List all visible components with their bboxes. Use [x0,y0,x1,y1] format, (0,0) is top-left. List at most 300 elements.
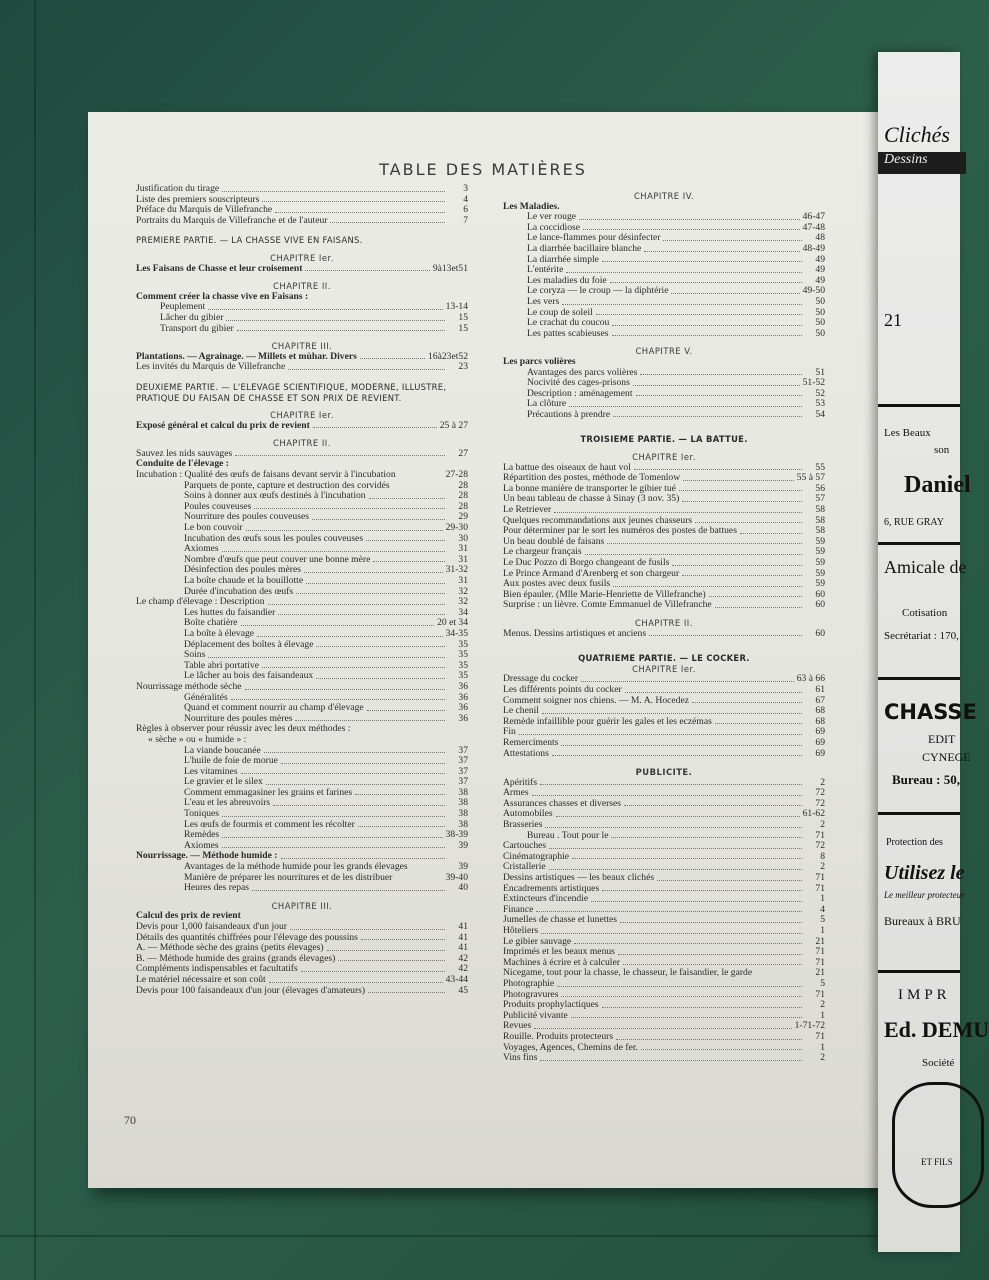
toc-entry-title: Cinématographie [503,850,570,862]
toc-entry-page: 25 à 27 [439,419,468,431]
chapter-heading: CHAPITRE Ier. [270,410,334,421]
toc-entry-page: 59 [815,557,825,568]
toc-entry-title: La boîte à élevage [184,627,255,639]
toc-entry-page: 47-48 [802,221,825,233]
toc-entry-page: 27 [458,447,468,459]
toc-entry-page: 36 [458,680,468,692]
toc-subheading: Les Maladies. [503,200,560,212]
dot-leader [327,950,445,951]
chapter-heading: CHAPITRE II. [273,438,331,449]
toc-entry [503,831,825,842]
toc-entry-title: La boîte chaude et la bouillotte [184,575,304,586]
toc-entry-page: 61-62 [802,808,825,820]
toc-entry-page: 2 [820,1052,825,1064]
toc-entry-page: 41 [458,942,468,954]
toc-entry-title: Rouille. Produits protecteurs [503,1030,614,1042]
dot-leader [330,222,445,223]
toc-entry [136,264,468,275]
toc-entry-page: 60 [815,588,825,600]
toc-entry-page: 71 [815,872,825,884]
toc-entry-title: Jumelles de chasse et lunettes [503,914,618,926]
toc-entry [503,738,825,749]
toc-entry-page: 58 [815,504,825,516]
toc-entry [136,216,468,227]
dot-leader [368,992,445,993]
toc-entry-title: Compléments indispensables et facultatifs [136,963,298,975]
toc-entry-title: Dressage du cocker [503,673,579,685]
toc-entry-page: 38 [458,808,468,820]
np-line: Société [922,1057,955,1069]
toc-entry-title: Les vers [527,295,560,307]
np-line: Bureau : 50, [892,772,961,787]
toc-entry-page: 1 [820,925,825,936]
toc-entry [136,682,468,693]
dot-leader [367,710,445,711]
dot-leader [625,692,802,693]
chapter-heading: CHAPITRE II. [635,617,693,628]
toc-entry-title: Dessins artistiques — les beaux clichés [503,872,655,884]
dot-leader [266,784,445,785]
dot-leader [591,901,802,902]
toc-entry-title: La battue des oiseaux de haut vol [503,461,631,473]
dot-leader [268,604,445,605]
toc-entry [503,696,825,707]
toc-entry-title: Portraits du Marquis de Villefranche et de l'auteur [136,214,328,226]
toc-entry-page: 15 [458,311,468,323]
toc-entry-page: 3 [463,183,468,194]
dot-leader [616,1039,802,1040]
toc-entry-page: 38 [458,797,468,809]
toc-entry [136,576,468,587]
toc-entry-title: A. — Méthode sèche des grains (petits élevages) [136,942,324,954]
toc-entry [503,494,825,505]
dot-leader [338,960,445,961]
np-line: Daniel [904,472,971,498]
toc-entry-title: Hôteliers [503,925,539,936]
dot-leader [574,943,802,944]
toc-entry-page: 1 [820,1009,825,1021]
toc-entry-page: 49-50 [802,285,825,297]
toc-entry-title: Le coryza — le croup — la diphtérie [527,285,669,297]
toc-entry-title: Description : aménagement [527,387,633,399]
dot-leader [556,816,800,817]
toc-entry-page: 71 [815,988,825,1000]
toc-entry [503,629,825,640]
toc-entry-page: 21 [815,935,825,947]
dot-leader [278,614,445,615]
toc-entry-title: Préface du Marquis de Villefranche [136,204,273,216]
chapter-heading: CHAPITRE V. [635,346,693,357]
toc-entry-page: 37 [458,776,468,788]
toc-entry-page: 39 [458,861,468,873]
chapter-heading: CHAPITRE Ier. [632,452,696,463]
toc-entry [503,558,825,569]
toc-entry-title: Nourrissage. — Méthode humide : [136,850,278,862]
toc-entry-page: 38 [458,818,468,830]
document-page [88,112,878,1188]
np-line: Protection des [886,837,943,848]
toc-entry-page: 50 [815,327,825,339]
np-line: 6, RUE GRAY [884,517,944,528]
toc-entry-title: Imprimés et les beaux menus [503,946,615,958]
toc-entry [503,717,825,728]
dot-leader [644,251,799,252]
toc-entry-title: L'eau et les abreuvoirs [184,797,271,809]
toc-entry-page: 42 [458,963,468,975]
toc-subheading: Calcul des prix de revient [136,910,241,922]
np-rule [878,677,960,680]
toc-entry-title: Le gravier et le silex [184,776,263,788]
toc-entry-title: Nourrissage méthode sèche [136,680,242,692]
dot-leader [534,1028,791,1029]
toc-entry-title: Extincteurs d'incendie [503,893,589,905]
toc-entry-page: 21 [815,967,825,979]
toc-entry-title: Bien épauler. (Mlle Marie-Henriette de Villefranche) [503,588,706,600]
dot-leader [618,954,802,955]
toc-entry-title: Le lance-flammes pour désinfecter [527,232,661,244]
toc-entry-page: 30 [458,532,468,544]
chapter-heading: CHAPITRE II. [273,281,331,292]
chapter-heading: CHAPITRE IV. [633,191,695,201]
toc-entry-page: 13-14 [445,301,468,313]
toc-entry-page: 50 [815,306,825,318]
toc-right-column [503,184,825,1064]
np-line: CHASSE [884,700,977,724]
toc-entry-page: 40 [458,882,468,894]
toc-entry [503,297,825,308]
dot-leader [607,543,802,544]
toc-entry-page: 39 [458,839,468,851]
toc-entry-page: 72 [815,797,825,809]
toc-entry-title: Surprise : un lièvre. Comte Emmanuel de Villefranche [503,599,712,611]
toc-entry-title: Le Prince Armand d'Arenberg et son chargeur [503,567,680,579]
toc-entry-page: 28 [458,490,468,502]
toc-entry-title: Axiomes [184,543,219,555]
toc-entry-page: 2 [820,999,825,1011]
dot-leader [316,678,445,679]
dot-leader [532,795,802,796]
toc-entry-title: Détails des quantités chiffrées pour l'élevage des poussins [136,931,358,943]
toc-entry-page: 4 [820,903,825,915]
toc-entry-title: Remerciments [503,736,559,748]
toc-entry-title: Parquets de ponte, capture et destruction des corvidés [184,479,390,491]
toc-entry-page: 63 à 66 [796,673,825,685]
toc-entry [136,362,468,373]
dot-leader [237,330,445,331]
toc-entry-title: Le matériel nécessaire et son coût [136,973,266,985]
toc-entry-page: 2 [820,776,825,788]
toc-entry-title: Un beau tableau de chasse à Sinay (3 nov. 35) [503,493,680,505]
np-line: Bureaux à BRU [884,914,961,928]
toc-entry-title: Incubation des œufs sous les poules couveuses [184,532,364,544]
toc-entry-title: Cartouches [503,840,547,852]
toc-entry [503,329,825,340]
dot-leader [549,869,802,870]
toc-entry-page: 59 [815,567,825,579]
toc-entry-page: 8 [820,850,825,862]
toc-entry-page: 16à23et52 [428,350,468,362]
chapter-heading: CHAPITRE Ier. [270,252,334,263]
toc-entry-page: 43-44 [445,973,468,985]
toc-entry-page: 69 [815,726,825,738]
toc-entry-page: 35 [458,638,468,650]
page-title: TABLE DES MATIÈRES [379,160,587,179]
dot-leader [623,964,802,965]
dot-leader [519,734,802,735]
toc-entry-title: Le chargeur français [503,546,582,558]
toc-entry-page: 37 [458,744,468,756]
toc-entry-page: 53 [815,398,825,410]
toc-entry-title: Pour déterminer par le sort les numéros des postes de battues [503,525,737,537]
toc-entry-page: 36 [458,691,468,703]
toc-entry-page: 58 [815,525,825,537]
toc-entry-title: Machines à écrire et à calculer [503,956,620,968]
toc-entry-page: 34 [458,606,468,618]
np-line: CYNEGE [922,750,971,764]
dot-leader [231,699,445,700]
dot-leader [241,773,445,774]
np-line: 21 [884,310,902,330]
toc-entry-page: 35 [458,649,468,661]
toc-entry [503,894,825,905]
dot-leader [208,309,442,310]
toc-entry-page: 71 [815,1030,825,1042]
toc-entry-title: Publicité vivante [503,1009,568,1021]
toc-entry-title: Table abri portative [184,659,259,671]
toc-entry-page: 37 [458,755,468,767]
toc-entry-title: Automobiles [503,808,553,820]
dot-leader [640,374,802,375]
toc-entry-page: 50 [815,317,825,329]
monogram-logo [892,1082,984,1208]
np-line: Utilisez le [884,862,965,884]
dot-leader [613,416,802,417]
dot-leader [245,689,446,690]
dot-leader [545,827,802,828]
toc-entry-page: 71 [815,956,825,968]
toc-entry-title: Peuplement [160,301,206,313]
toc-entry-title: Finance [503,903,534,915]
toc-entry-title: Produits prophylactiques [503,999,599,1011]
toc-entry-title: Le crachat du coucou [527,317,610,329]
toc-entry-title: Un beau doublé de faisans [503,535,605,547]
toc-entry-title: Le lâcher au bois des faisandeaux [184,670,314,682]
dot-leader [273,805,445,806]
dot-leader [636,395,803,396]
toc-entry-title: Cristallerie [503,861,546,873]
dot-leader [304,572,443,573]
toc-entry-title: Généralités [184,691,228,703]
toc-entry-page: 49 [815,264,825,276]
toc-entry-title: Avantages de la méthode humide pour les grands élevages [184,861,408,873]
toc-entry-page: 71 [815,829,825,841]
dot-leader [540,784,802,785]
np-rule [878,970,960,973]
np-line: Ed. DEMU [884,1017,989,1042]
toc-entry-title: L'entérite [527,264,564,276]
toc-entry [503,410,825,421]
toc-entry-page: 36 [458,702,468,714]
dot-leader [602,1007,802,1008]
toc-entry-page: 68 [815,715,825,727]
dot-leader [552,755,802,756]
toc-entry-title: Désinfection des poules mères [184,564,301,576]
dot-leader [252,890,445,891]
np-line: Secrétariat : 170, [884,630,959,642]
toc-entry-page: 50 [815,295,825,307]
dot-leader [275,212,445,213]
dot-leader [208,657,445,658]
dot-leader [624,805,802,806]
dot-leader [281,858,446,859]
toc-entry [503,1011,825,1022]
toc-entry-page: 35 [458,670,468,682]
toc-entry-title: Transport du gibier [160,322,234,334]
toc-entry-page: 61 [815,683,825,695]
toc-entry-title: Bureau . Tout pour le [527,829,609,841]
dot-leader [373,561,445,562]
toc-subheading: Comment créer la chasse vive en Faisans : [136,290,309,302]
dot-leader [611,837,802,838]
toc-entry-page: 28 [458,479,468,491]
toc-entry [136,883,468,894]
toc-left-column [136,184,468,996]
toc-entry-title: B. — Méthode humide des grains (grands élevages) [136,952,336,964]
dot-leader [715,607,802,608]
toc-entry-page: 67 [815,694,825,706]
toc-entry-title: Poules couveuses [184,500,252,512]
dot-leader [540,1060,802,1061]
toc-entry-page: 31 [458,553,468,565]
dot-leader [361,939,445,940]
dot-leader [222,837,442,838]
toc-entry-title: Nourriture des poules mères [184,712,293,724]
toc-entry [136,975,468,986]
toc-entry-title: Assurances chasses et diverses [503,797,622,809]
dot-leader [569,406,802,407]
part-heading: QUATRIEME PARTIE. — LE COCKER. [578,653,750,664]
dot-leader [358,826,445,827]
toc-entry-title: Photographie [503,977,555,989]
toc-entry-title: Les maladies du foie [527,274,607,286]
dot-leader [672,565,802,566]
toc-entry-title: Manière de préparer les nourritures et de les distribuer [184,871,393,883]
toc-entry-page: 9à13et51 [432,262,468,274]
toc-entry-page: 39-40 [445,871,468,883]
toc-entry-title: La bonne manière de transporter le gibier tué [503,482,676,494]
toc-entry-title: Sauvez les nids sauvages [136,447,233,459]
toc-entry [503,926,825,937]
toc-entry [503,1032,825,1043]
dot-leader [602,261,802,262]
toc-entry-page: 5 [820,914,825,926]
toc-entry-title: Les huttes du faisandier [184,606,276,618]
dot-leader [235,455,445,456]
toc-entry-title: Attestations [503,747,549,759]
dot-leader [682,501,802,502]
toc-entry [136,449,468,460]
dot-leader [355,794,445,795]
dot-leader [360,358,425,359]
dot-leader [296,593,445,594]
toc-entry-title: Toniques [184,808,220,820]
toc-entry-title: Brasseries [503,819,543,831]
chapter-heading: CHAPITRE Ier. [632,663,696,674]
toc-entry-title: Plantations. — Agrainage. — Millets et mùhar. Divers [136,350,357,362]
dot-leader [554,512,802,513]
toc-entry-page: 31-32 [445,564,468,576]
toc-entry-page: 41 [458,921,468,932]
toc-entry-title: Remède infaillible pour guérir les gales et les eczémas [503,715,712,727]
dot-leader [295,720,445,721]
dot-leader [683,480,794,481]
toc-entry-page: 57 [815,493,825,505]
toc-entry-title: Comment emmagasiner les grains et farines [184,786,353,798]
dot-leader [222,847,445,848]
dot-leader [682,575,802,576]
toc-entry [503,778,825,789]
dot-leader [657,880,802,881]
toc-entry-title: Menus. Dessins artistiques et anciens [503,627,647,639]
toc-entry-title: La clôture [527,398,567,410]
np-line: EDIT [928,732,956,746]
toc-entry-page: 69 [815,747,825,759]
toc-entry-page: 31 [458,575,468,586]
toc-entry-title: Les pattes scabieuses [527,327,609,339]
dot-leader [222,551,445,552]
toc-entry-title: Fin [503,726,516,738]
toc-entry-title: Déplacement des boîtes à élevage [184,638,314,650]
dot-leader [222,816,445,817]
toc-entry-title: Nocivité des cages-prisons [527,377,630,389]
toc-entry-title: Comment soigner nos chiens. — M. A. Hocedez [503,694,689,706]
toc-entry-page: 59 [815,578,825,590]
toc-entry-page: 27-28 [445,469,468,481]
toc-entry-title: Revues [503,1020,532,1032]
dot-leader [715,723,802,724]
toc-entry-title: Nombre d'œufs que peut couver une bonne mère [184,553,371,565]
toc-entry-title: Le coup de soleil [527,306,593,318]
toc-entry-page: 72 [815,787,825,799]
toc-entry-title: Le Duc Pozzo di Borgo changeant de fusils [503,557,670,568]
dot-leader [583,229,800,230]
toc-entry [503,1053,825,1064]
toc-subheading: Les parcs volières [503,355,576,367]
toc-entry-page: 51-52 [802,377,825,389]
toc-entry [136,324,468,335]
dot-leader [257,636,443,637]
dot-leader [226,320,445,321]
toc-entry-page: 56 [815,482,825,494]
toc-entry-page: 2 [820,819,825,831]
dot-leader [581,681,794,682]
dot-leader [241,625,435,626]
toc-entry-page: 29-30 [445,522,468,534]
np-rule [878,404,960,407]
toc-entry-title: Voyages, Agences, Chemins de fer. [503,1041,638,1053]
toc-entry-title: La coccidiose [527,221,581,233]
dot-leader [740,533,802,534]
chapter-heading: CHAPITRE III. [271,341,333,352]
toc-subheading: « sèche » ou « humide » : [148,733,247,745]
toc-entry-page: 7 [463,214,468,226]
dot-leader [641,1049,802,1050]
toc-entry-title: La diarrhée bacillaire blanche [527,242,642,254]
dot-leader [301,971,445,972]
toc-entry-page: 49 [815,274,825,286]
toc-entry-title: Durée d'incubation des œufs [184,585,294,597]
toc-entry-page: 2 [820,861,825,873]
